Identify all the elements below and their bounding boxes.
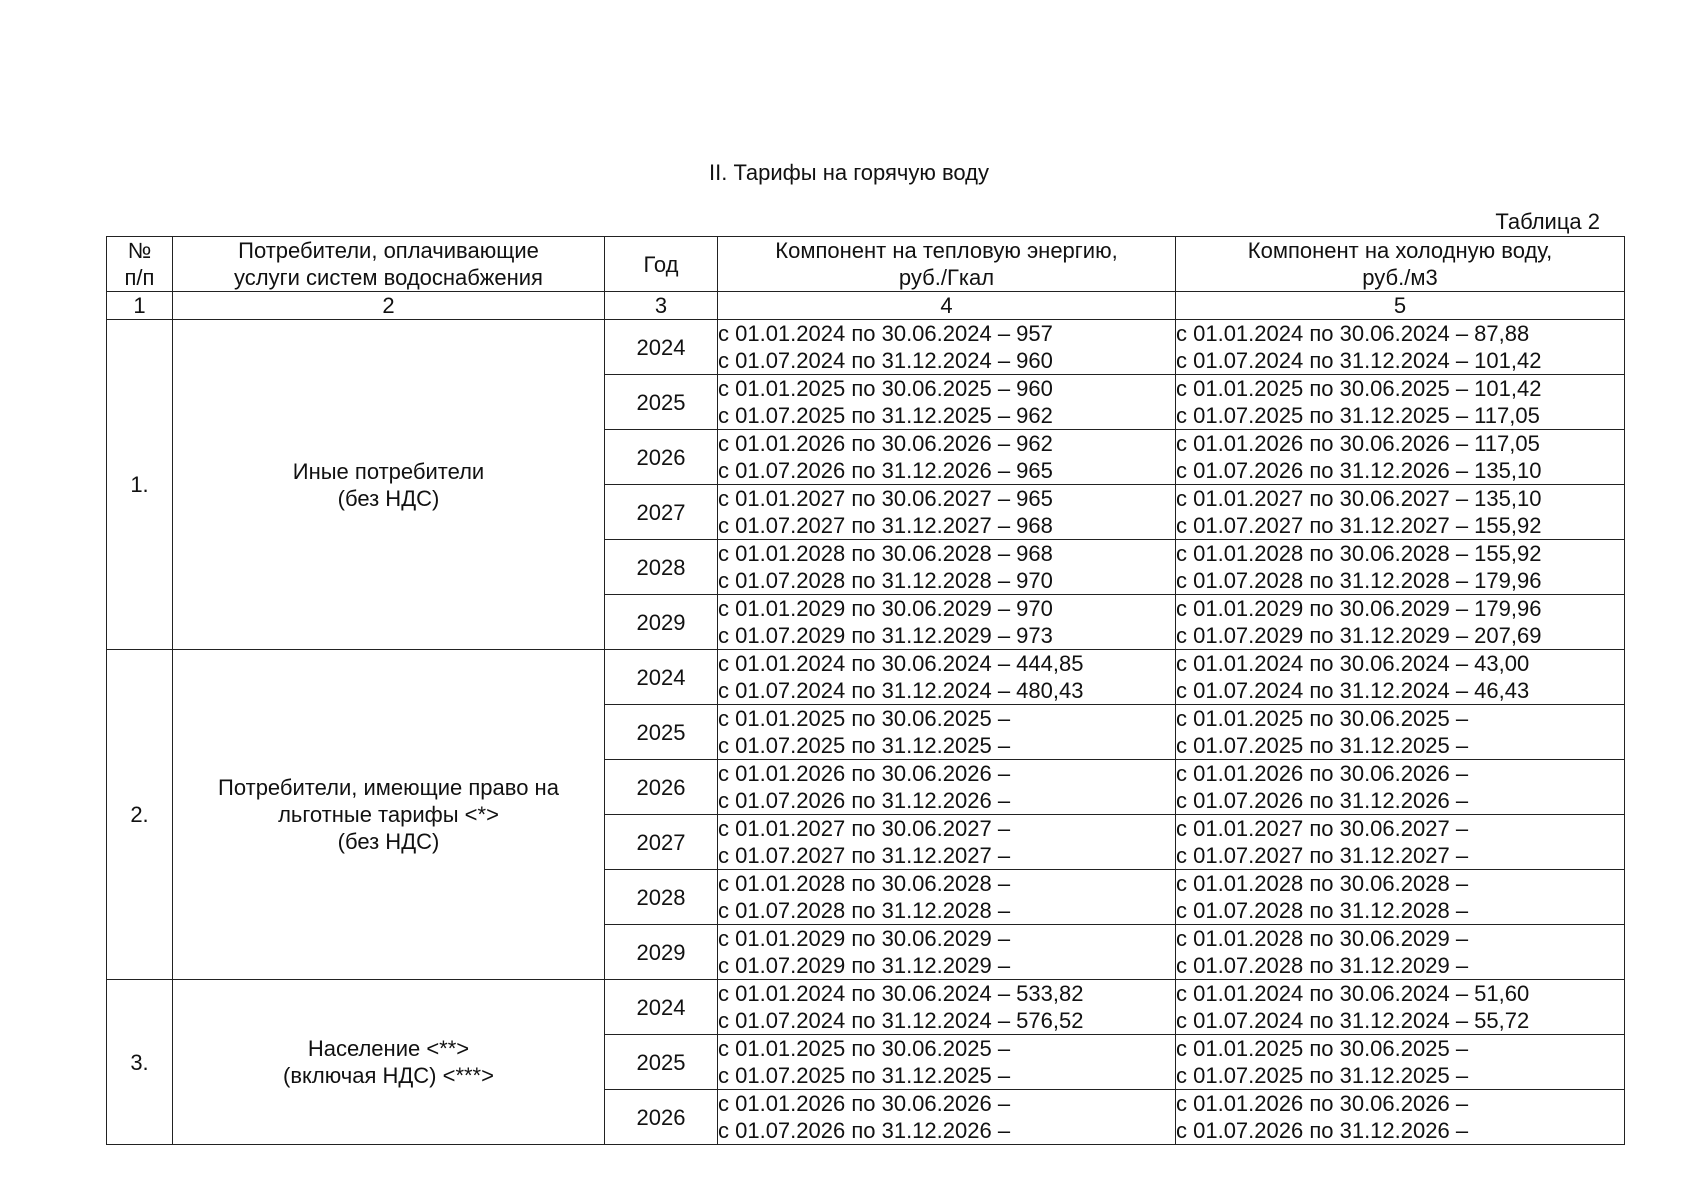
- tariff-period-line: с 01.01.2028 по 30.06.2029 –: [1176, 926, 1469, 951]
- tariff-period-line: с 01.07.2029 по 31.12.2029 –: [718, 953, 1011, 978]
- cold-water-tariff-cell: [1176, 760, 1625, 815]
- heat-tariff-cell: [718, 650, 1176, 705]
- cold-water-tariff-cell: [1176, 925, 1625, 980]
- consumer-group-line: льготные тарифы <*>: [278, 802, 499, 827]
- tariff-period-line: с 01.01.2027 по 30.06.2027 –: [1176, 816, 1469, 841]
- tariff-period-line: с 01.07.2024 по 31.12.2024 – 55,72: [1176, 1008, 1530, 1033]
- heat-tariff-cell: [718, 485, 1176, 540]
- tariff-period-line: с 01.07.2027 по 31.12.2027 –: [718, 843, 1011, 868]
- tariff-period-line: с 01.01.2025 по 30.06.2025 –: [718, 706, 1011, 731]
- tariff-period-line: с 01.01.2026 по 30.06.2026 – 962: [718, 431, 1053, 456]
- heat-tariff-cell: [718, 980, 1176, 1035]
- year-cell: 2026: [605, 430, 718, 485]
- column-number: 1: [107, 292, 173, 320]
- consumer-group-line: Потребители, имеющие право на: [218, 775, 559, 800]
- cold-water-tariff-cell: [1176, 1035, 1625, 1090]
- cold-water-tariff-cell: [1176, 485, 1625, 540]
- tariff-period-line: с 01.07.2026 по 31.12.2026 – 135,10: [1176, 458, 1542, 483]
- year-cell: 2025: [605, 375, 718, 430]
- consumer-group-line: (включая НДС) <***>: [283, 1063, 494, 1088]
- tariff-period-line: с 01.01.2024 по 30.06.2024 – 444,85: [718, 651, 1084, 676]
- header-line: руб./м3: [1362, 265, 1438, 290]
- header-line: руб./Гкал: [898, 265, 995, 290]
- consumer-group-line: (без НДС): [337, 485, 440, 511]
- tariff-period-line: с 01.07.2024 по 31.12.2024 – 46,43: [1176, 678, 1530, 703]
- year-cell: 2024: [605, 320, 718, 375]
- tariff-period-line: с 01.01.2027 по 30.06.2027 –: [718, 816, 1011, 841]
- year-cell: 2027: [605, 485, 718, 540]
- year-cell: 2029: [605, 925, 718, 980]
- tariff-period-line: с 01.07.2025 по 31.12.2025 – 117,05: [1176, 403, 1540, 428]
- tariff-period-line: с 01.01.2025 по 30.06.2025 –: [1176, 706, 1469, 731]
- header-line: Компонент на холодную воду,: [1247, 238, 1553, 263]
- heat-tariff-cell: [718, 540, 1176, 595]
- tariff-period-line: с 01.01.2028 по 30.06.2028 – 155,92: [1176, 541, 1542, 566]
- tariff-period-line: с 01.07.2028 по 31.12.2028 –: [1176, 898, 1469, 923]
- consumer-group-name: [173, 650, 605, 980]
- tariff-table: [106, 236, 1625, 1145]
- table-row: [107, 650, 1625, 705]
- tariff-period-line: с 01.01.2024 по 30.06.2024 – 533,82: [718, 981, 1084, 1006]
- column-number-row: [107, 292, 1625, 320]
- table-row: [107, 980, 1625, 1035]
- tariff-period-line: с 01.07.2025 по 31.12.2025 –: [1176, 1063, 1469, 1088]
- year-cell: 2029: [605, 595, 718, 650]
- heat-tariff-cell: [718, 595, 1176, 650]
- tariff-period-line: с 01.01.2029 по 30.06.2029 – 970: [718, 596, 1053, 621]
- cold-water-tariff-cell: [1176, 320, 1625, 375]
- tariff-period-line: с 01.01.2025 по 30.06.2025 – 960: [718, 376, 1053, 401]
- tariff-period-line: с 01.01.2029 по 30.06.2029 –: [718, 926, 1011, 951]
- year-cell: 2026: [605, 760, 718, 815]
- header-year: Год: [605, 237, 718, 292]
- heat-tariff-cell: [718, 1035, 1176, 1090]
- tariff-period-line: с 01.01.2024 по 30.06.2024 – 51,60: [1176, 981, 1530, 1006]
- tariff-period-line: с 01.01.2025 по 30.06.2025 –: [1176, 1036, 1469, 1061]
- year-cell: 2025: [605, 1035, 718, 1090]
- tariff-period-line: с 01.07.2029 по 31.12.2029 – 207,69: [1176, 623, 1542, 648]
- tariff-period-line: с 01.01.2026 по 30.06.2026 –: [1176, 1091, 1469, 1116]
- tariff-period-line: с 01.01.2025 по 30.06.2025 – 101,42: [1176, 376, 1542, 401]
- tariff-period-line: с 01.07.2024 по 31.12.2024 – 576,52: [718, 1008, 1084, 1033]
- tariff-period-line: с 01.01.2026 по 30.06.2026 –: [718, 1091, 1011, 1116]
- tariff-period-line: с 01.07.2026 по 31.12.2026 –: [1176, 1118, 1469, 1143]
- tariff-period-line: с 01.07.2028 по 31.12.2028 – 970: [718, 568, 1053, 593]
- tariff-table-body: [107, 320, 1625, 1145]
- tariff-period-line: с 01.07.2025 по 31.12.2025 –: [718, 1063, 1011, 1088]
- header-line: Компонент на тепловую энергию,: [775, 238, 1118, 263]
- column-number: 2: [173, 292, 605, 320]
- cold-water-tariff-cell: [1176, 540, 1625, 595]
- cold-water-tariff-cell: [1176, 595, 1625, 650]
- column-number: 3: [605, 292, 718, 320]
- tariff-period-line: с 01.07.2028 по 31.12.2028 –: [718, 898, 1011, 923]
- heat-tariff-cell: [718, 870, 1176, 925]
- cold-water-tariff-cell: [1176, 650, 1625, 705]
- cold-water-tariff-cell: [1176, 1090, 1625, 1145]
- document-title: II. Тарифы на горячую воду: [709, 160, 989, 185]
- year-cell: 2028: [605, 870, 718, 925]
- tariff-period-line: с 01.07.2024 по 31.12.2024 – 480,43: [718, 678, 1084, 703]
- tariff-period-line: с 01.07.2024 по 31.12.2024 – 960: [718, 348, 1053, 373]
- tariff-period-line: с 01.07.2026 по 31.12.2026 –: [718, 788, 1011, 813]
- tariff-period-line: с 01.07.2025 по 31.12.2025 – 962: [718, 403, 1053, 428]
- year-cell: 2026: [605, 1090, 718, 1145]
- cold-water-tariff-cell: [1176, 375, 1625, 430]
- cold-water-tariff-cell: [1176, 705, 1625, 760]
- tariff-period-line: с 01.07.2026 по 31.12.2026 –: [1176, 788, 1469, 813]
- tariff-period-line: с 01.01.2026 по 30.06.2026 –: [718, 761, 1011, 786]
- header-consumers: [173, 237, 605, 292]
- cold-water-tariff-cell: [1176, 870, 1625, 925]
- tariff-period-line: с 01.01.2027 по 30.06.2027 – 965: [718, 486, 1053, 511]
- year-cell: 2024: [605, 980, 718, 1035]
- tariff-period-line: с 01.07.2025 по 31.12.2025 –: [1176, 733, 1469, 758]
- heat-tariff-cell: [718, 375, 1176, 430]
- consumer-group-line: Иные потребители: [292, 458, 485, 484]
- header-line: услуги систем водоснабжения: [234, 265, 543, 290]
- tariff-period-line: с 01.01.2027 по 30.06.2027 – 135,10: [1176, 486, 1542, 511]
- group-number: 3.: [107, 980, 173, 1145]
- group-number: 1.: [107, 320, 173, 650]
- header-line: п/п: [124, 265, 155, 290]
- tariff-period-line: с 01.07.2025 по 31.12.2025 –: [718, 733, 1011, 758]
- cold-water-tariff-cell: [1176, 430, 1625, 485]
- tariff-period-line: с 01.01.2028 по 30.06.2028 – 968: [718, 541, 1053, 566]
- header-line: Потребители, оплачивающие: [238, 238, 539, 263]
- tariff-period-line: с 01.07.2027 по 31.12.2027 –: [1176, 843, 1469, 868]
- table-header-row: [107, 237, 1625, 292]
- tariff-period-line: с 01.01.2024 по 30.06.2024 – 87,88: [1176, 321, 1530, 346]
- tariff-period-line: с 01.01.2024 по 30.06.2024 – 957: [718, 321, 1053, 346]
- tariff-period-line: с 01.01.2026 по 30.06.2026 – 117,05: [1176, 431, 1540, 456]
- year-cell: 2025: [605, 705, 718, 760]
- header-heat-component: [718, 237, 1176, 292]
- tariff-period-line: с 01.07.2024 по 31.12.2024 – 101,42: [1176, 348, 1542, 373]
- table-caption: Таблица 2: [1495, 209, 1600, 234]
- year-cell: 2024: [605, 650, 718, 705]
- tariff-period-line: с 01.07.2026 по 31.12.2026 –: [718, 1118, 1011, 1143]
- heat-tariff-cell: [718, 430, 1176, 485]
- group-number: 2.: [107, 650, 173, 980]
- column-number: 5: [1176, 292, 1625, 320]
- year-cell: 2028: [605, 540, 718, 595]
- tariff-period-line: с 01.07.2028 по 31.12.2028 – 179,96: [1176, 568, 1542, 593]
- tariff-period-line: с 01.07.2027 по 31.12.2027 – 968: [718, 513, 1053, 538]
- tariff-period-line: с 01.01.2025 по 30.06.2025 –: [718, 1036, 1011, 1061]
- heat-tariff-cell: [718, 1090, 1176, 1145]
- heat-tariff-cell: [718, 760, 1176, 815]
- tariff-period-line: с 01.07.2026 по 31.12.2026 – 965: [718, 458, 1053, 483]
- header-number: [107, 237, 173, 292]
- consumer-group-name: [173, 980, 605, 1145]
- heat-tariff-cell: [718, 925, 1176, 980]
- tariff-period-line: с 01.07.2029 по 31.12.2029 – 973: [718, 623, 1053, 648]
- consumer-group-line: (без НДС): [337, 829, 440, 854]
- column-number: 4: [718, 292, 1176, 320]
- tariff-period-line: с 01.01.2024 по 30.06.2024 – 43,00: [1176, 651, 1530, 676]
- heat-tariff-cell: [718, 705, 1176, 760]
- header-line: №: [127, 238, 152, 263]
- cold-water-tariff-cell: [1176, 980, 1625, 1035]
- header-cold-water-component: [1176, 237, 1625, 292]
- tariff-period-line: с 01.07.2027 по 31.12.2027 – 155,92: [1176, 513, 1542, 538]
- table-row: [107, 320, 1625, 375]
- heat-tariff-cell: [718, 815, 1176, 870]
- tariff-period-line: с 01.01.2028 по 30.06.2028 –: [1176, 871, 1469, 896]
- consumer-group-name: [173, 320, 605, 650]
- tariff-period-line: с 01.01.2028 по 30.06.2028 –: [718, 871, 1011, 896]
- year-cell: 2027: [605, 815, 718, 870]
- cold-water-tariff-cell: [1176, 815, 1625, 870]
- tariff-period-line: с 01.01.2029 по 30.06.2029 – 179,96: [1176, 596, 1542, 621]
- tariff-period-line: с 01.01.2026 по 30.06.2026 –: [1176, 761, 1469, 786]
- tariff-period-line: с 01.07.2028 по 31.12.2029 –: [1176, 953, 1469, 978]
- consumer-group-line: Население <**>: [307, 1036, 470, 1061]
- heat-tariff-cell: [718, 320, 1176, 375]
